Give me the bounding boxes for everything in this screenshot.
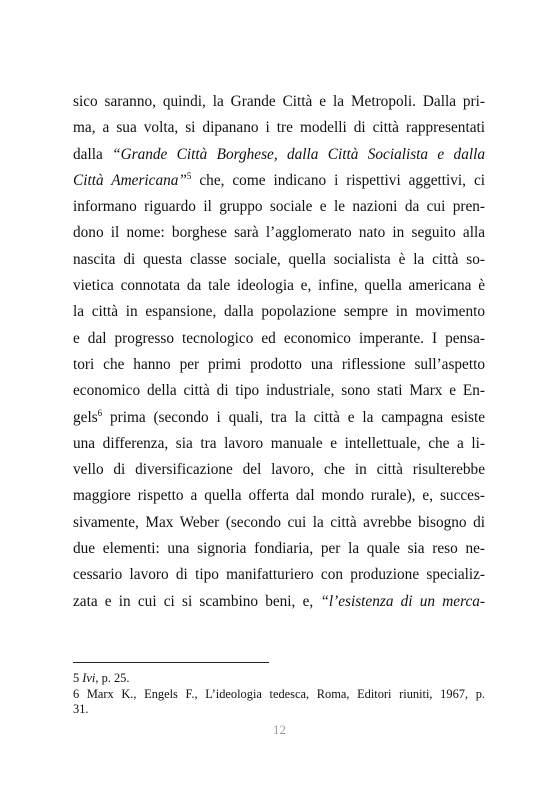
footnote-ref-5[interactable]: 5 [186, 170, 192, 181]
text-line: Città Americana”$^5$ che, come indicano i rispettivi aggettivi, ci [73, 170, 485, 189]
text-line: vello di diversificazione del lavoro, che in città risulterebbe [73, 461, 485, 479]
text-line: cessario lavoro di tipo manifatturiero con produzione specializ- [73, 566, 485, 584]
text-line: e dal progresso tecnologico ed economico imperante. I pensa- [73, 329, 485, 347]
text-line: dalla “Grande Città Borghese, dalla Città Socialista e dalla [73, 145, 485, 163]
footnote-6-line-2: 31. [73, 702, 89, 716]
text-line: ma, a sua volta, si dipanano i tre modelli di città rappresentati [73, 119, 485, 137]
text-line: tori che hanno per primi prodotto una riflessione sull’aspetto [73, 355, 485, 373]
footnote-5: 5 Ivi, p. 25. [73, 671, 130, 685]
footnote-6-line-1: 6 Marx K., Engels F., L’ideologia tedesca, Roma, Editori riuniti, 1967, p. [73, 686, 485, 701]
text-line: informano riguardo il gruppo sociale e le nazioni da cui pren- [73, 198, 485, 216]
footnote-separator [73, 662, 269, 663]
text-line: la città in espansione, dalla popolazione sempre in movimento [73, 303, 485, 321]
text-line: zata e in cui ci si scambino beni, e, “l’esistenza di un merca- [73, 592, 485, 610]
page-number: 12 [273, 722, 286, 737]
text-line: sivamente, Max Weber (secondo cui la città avrebbe bisogno di [73, 513, 485, 531]
text-line: due elementi: una signoria fondiaria, per la quale sia reso ne- [73, 540, 485, 558]
text-line: maggiore rispetto a quella offerta dal mondo rurale), e, succes- [73, 487, 485, 505]
text-line: una differenza, sia tra lavoro manuale e intellettuale, che a li- [73, 434, 485, 452]
text-line: sico saranno, quindi, la Grande Città e la Metropoli. Dalla pri- [73, 93, 485, 110]
text-line: gels$^6$ prima (secondo i quali, tra la città e la campagna esiste [73, 407, 485, 426]
text-line: nascita di questa classe sociale, quella socialista è la città so- [73, 250, 485, 268]
text-line: economico della città di tipo industriale, sono stati Marx e En- [73, 382, 485, 400]
body-text [73, 89, 485, 615]
footnote-ref-6[interactable]: 6 [97, 407, 103, 418]
text-line: vietica connotata da tale ideologia e, infine, quella americana è [73, 277, 485, 295]
footnotes [73, 671, 485, 718]
text-line: dono il nome: borghese sarà l’agglomerato nato in seguito alla [73, 224, 485, 242]
